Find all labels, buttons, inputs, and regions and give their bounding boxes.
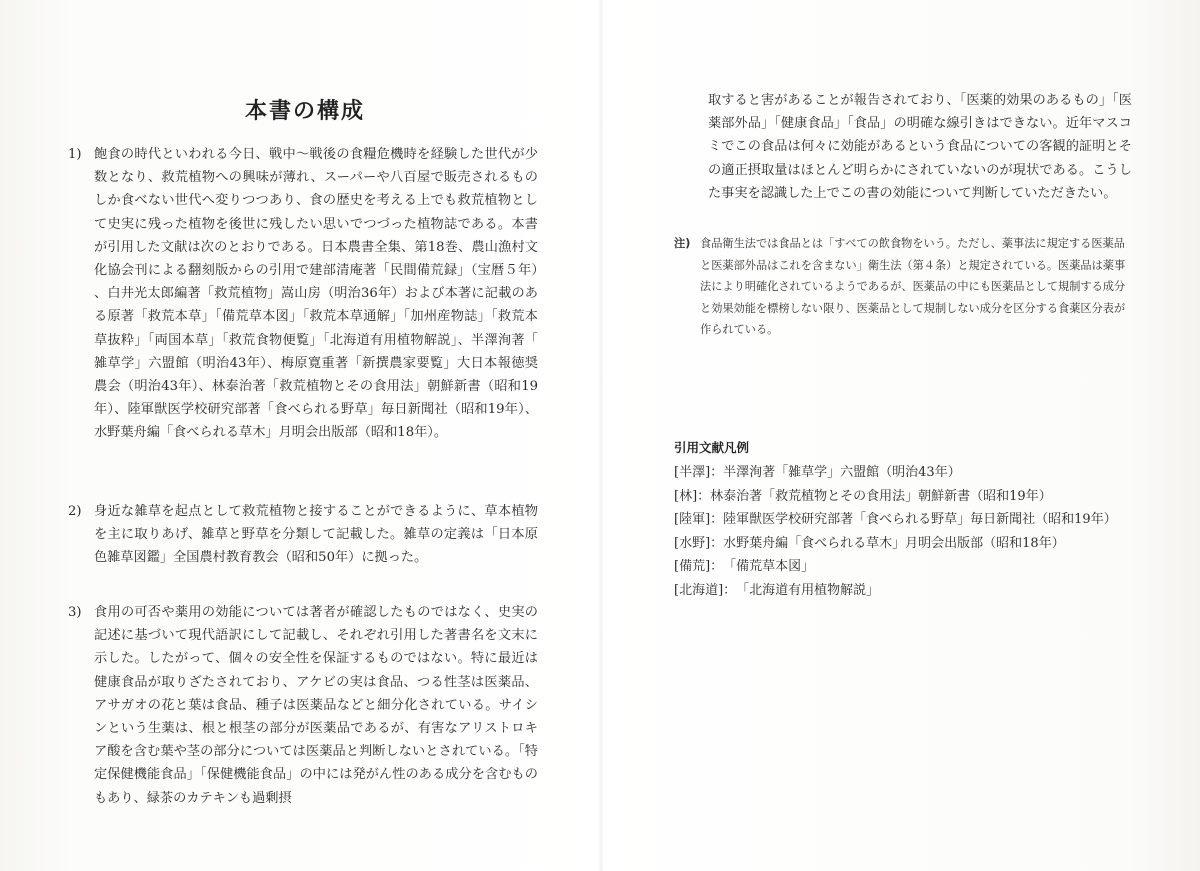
reference-legend-title: 引用文献凡例 (674, 440, 750, 455)
reference-key: [林]： (674, 488, 711, 504)
reference-entry (674, 485, 1142, 509)
item-text: 身近な雑草を起点として救荒植物と接することができるように、草本植物を主に取りあげ、雑草と野草を分類して記載した。雑草の定義は「日本原色雑草図鑑」全国農村教育教会（昭和50年）に拠った。 (94, 504, 538, 566)
reference-entry (674, 461, 1142, 485)
reference-entry (674, 508, 1142, 532)
reference-key: [水野]： (674, 535, 724, 551)
book-gutter (598, 0, 604, 871)
item-text: 食用の可否や薬用の効能については著者が確認したものではなく、史実の記述に基づいて現代語訳にして記載し、それぞれ引用した著書名を文末に示した。したがって、個々の安全性を保証するものではない。特に最近は健康食品が取りざたされており、アケビの実は食品、つる性茎は医薬品、アサガオの花と葉は食品、種子は医薬品などと細分化されている。サイシンという生薬は、根と根茎の部分が医薬品であるが、有害なアリストロキア酸を含む葉や茎の部分については医薬品と判断しないとされている。「特定保健機能食品」「保健機能食品」の中には発がん性のある成分を含むものもあり、緑茶のカテキンも過剰摂 (94, 605, 538, 806)
reference-value: 「備荒草本図」 (723, 559, 815, 574)
page-title: 本書の構成 (245, 98, 366, 124)
item-number: 3) (68, 605, 82, 620)
reference-legend (674, 437, 1142, 602)
continued-paragraph: 取すると害があることが報告されており、「医薬的効果のあるもの」「医薬部外品」「健康食品」「食品」の明確な線引きはできない。近年マスコミでこの食品は何々に効能があるという食品についての客観的証明とその適正摂取量はほとんど明らかにされていないのが現状である。こうした事実を認識した上でこの書の効能について判断していただきたい。 (708, 93, 1132, 201)
reference-key: [陸軍]： (674, 512, 724, 527)
footnote-text: 食品衛生法では食品とは「すべての飲食物をいう。ただし、薬事法に規定する医薬品と医薬部外品はこれを含まない」衛生法（第４条）と規定されている。医薬品は薬事法により明確化されているようであるが、医薬品の中にも医薬品として規制する成分と効果効能を標榜しない限り、医薬品として規制しない成分を区分する食薬区分表が作られている。 (700, 237, 1126, 336)
reference-value: 林泰治著「救荒植物とその食用法」朝鮮新書（昭和19年） (710, 488, 1052, 504)
item-number: 1) (68, 147, 82, 162)
reference-value: 水野葉舟編「食べられる草木」月明会出版部（昭和18年） (723, 535, 1065, 551)
reference-value: 半澤洵著「雑草学」六盟館（明治43年） (723, 465, 961, 480)
item-number: 2) (68, 504, 82, 519)
reference-value: 陸軍獣医学校研究部著「食べられる野草」毎日新聞社（昭和19年） (723, 512, 1117, 527)
footnote-label: 注) (674, 237, 691, 250)
reference-entry (674, 555, 1142, 579)
reference-entry (674, 532, 1142, 556)
item-text: 飽食の時代といわれる今日、戦中～戦後の食糧危機時を経験した世代が少数となり、救荒植物への興味が薄れ、スーパーや八百屋で販売されるものしか食べない世代へ変りつつあり、食の歴史を考える上でも救荒植物として史実に残った植物を後世に残したい思いでつづった植物誌である。本書が引用した文献は次のとおりである。日本農書全集、第18巻、農山漁村文化協会刊による翻刻版からの引用で建部清庵著「民間備荒録」（宝暦５年）、白井光太郎編著「救荒植物」嵩山房（明治36年）および本著に記載のある原著「救荒本草」「備荒草本図」「救荒本草通解」「加州産物誌」「救荒本草抜粋」「両国本草」「救荒食物便覧」「北海道有用植物解説」、半澤洵著「雑草学」六盟館（明治43年）、梅原寛重著「新撰農家要覧」大日本報徳奨農会（明治43年）、林泰治著「救荒植物とその食用法」朝鮮新書（昭和19年）、陸軍獣医学校研究部著「食べられる野草」毎日新聞社（昭和19年）、水野葉舟編「食べられる草木」月明会出版部（昭和18年）。 (94, 147, 538, 441)
list-item (68, 143, 538, 445)
reference-key: [半澤]： (674, 465, 724, 480)
list-item (68, 500, 538, 570)
reference-key: [備荒]： (674, 559, 724, 574)
reference-key: [北海道]： (674, 582, 737, 598)
list-item (68, 601, 538, 810)
reference-entry (674, 579, 1142, 603)
footnote (674, 233, 1132, 341)
reference-value: 「北海道有用植物解説」 (736, 582, 880, 598)
